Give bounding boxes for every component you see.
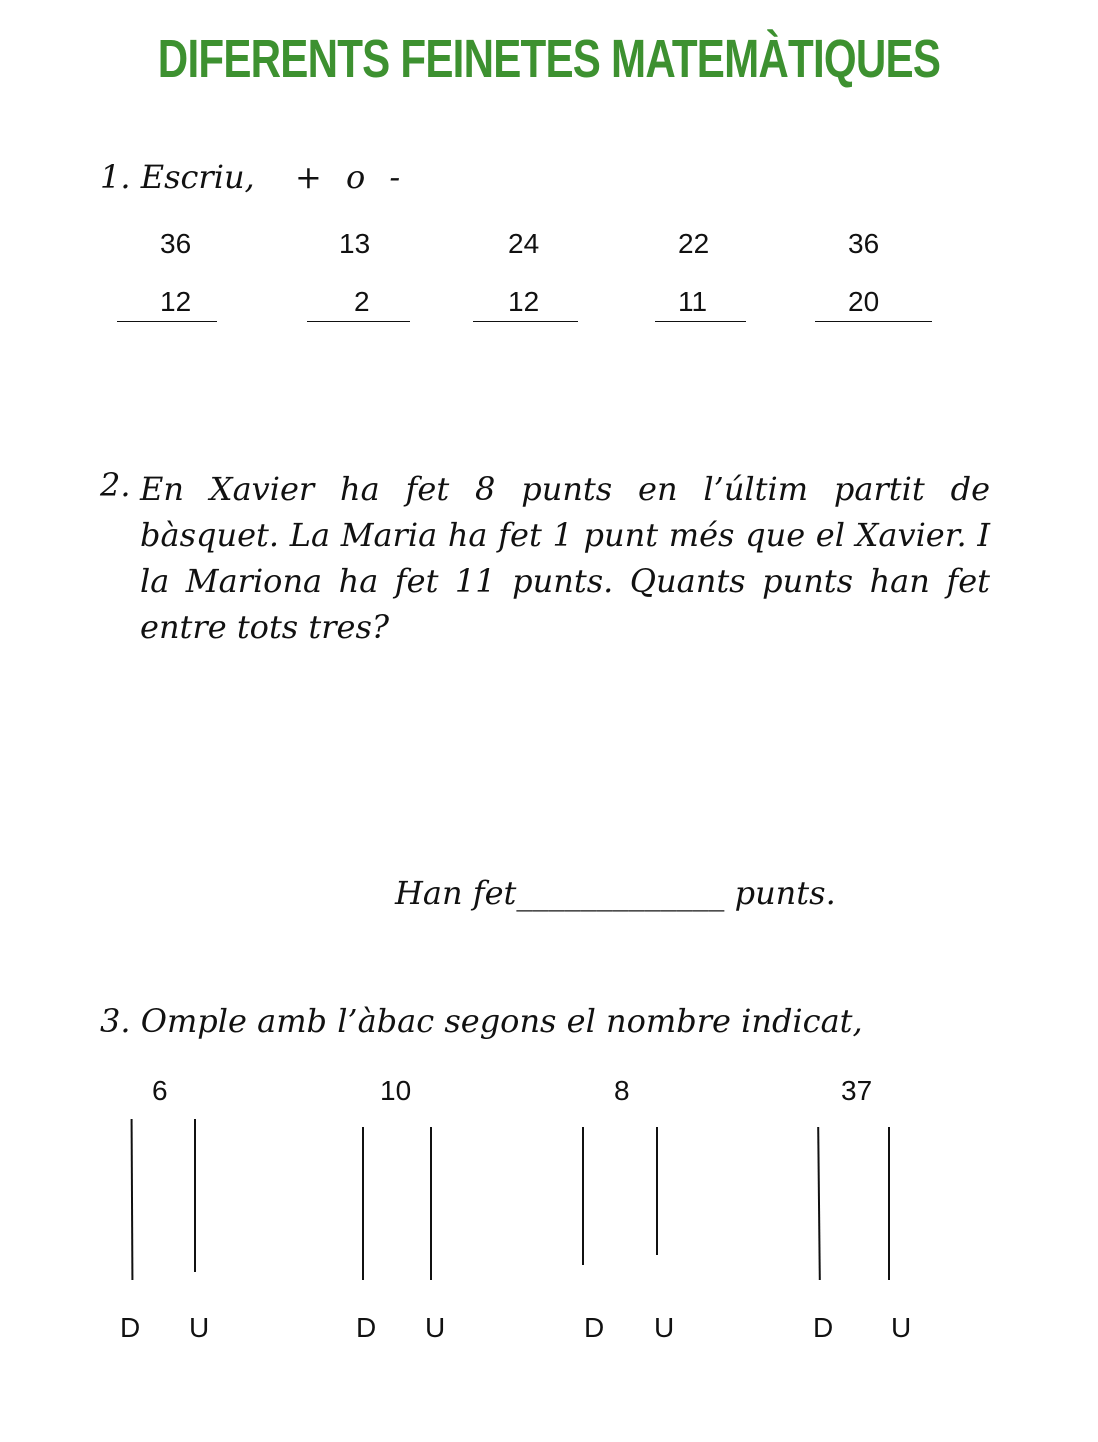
abacus-3-tens-rod[interactable] <box>582 1127 584 1265</box>
abacus-1-number: 6 <box>152 1075 168 1106</box>
sum-1-top: 36 <box>160 228 192 259</box>
abacus-2-units-label: U <box>425 1312 446 1343</box>
sum-3-bottom: 12 <box>508 286 540 317</box>
abacus-4-tens-rod[interactable] <box>817 1127 821 1280</box>
abacus-3-units-rod[interactable] <box>656 1127 658 1255</box>
abacus-3-tens-label: D <box>584 1312 605 1343</box>
abacus-4-number: 37 <box>841 1075 873 1106</box>
abacus-2-tens-rod[interactable] <box>362 1127 364 1280</box>
sum-2-top: 13 <box>339 228 371 259</box>
abacus-4-units-label: U <box>891 1312 912 1343</box>
abacus-1-tens-label: D <box>120 1312 141 1343</box>
abacus-4-tens-label: D <box>813 1312 834 1343</box>
sum-5-top: 36 <box>848 228 880 259</box>
question-2-text: En Xavier ha fet 8 punts en l’últim partit de bàsquet. La Maria ha fet 1 punt més que el Xavier. I la Mariona ha fet 11 punts. Quants punts han fet entre tots tres? <box>140 470 990 646</box>
operator-options: + o - <box>295 158 401 196</box>
abacus-2-number: 10 <box>380 1075 412 1106</box>
sum-4-bottom: 11 <box>678 286 708 317</box>
abacus-4-units-rod[interactable] <box>888 1127 890 1280</box>
abacus-3-units-label: U <box>654 1312 675 1343</box>
abacus-1-units-label: U <box>189 1312 210 1343</box>
question-2-number: 2. <box>100 466 131 504</box>
sum-5-answer-line[interactable] <box>815 321 932 322</box>
sum-2-bottom: 2 <box>354 286 370 317</box>
page-title: DIFERENTS FEINETES MATEMÀTIQUES <box>157 29 941 89</box>
sum-3-top: 24 <box>508 228 540 259</box>
question-3-label: 3. Omple amb l’àbac segons el nombre indicat, <box>100 1002 863 1040</box>
sum-2-answer-line[interactable] <box>307 321 410 322</box>
sum-4-top: 22 <box>678 228 710 259</box>
sum-5-bottom: 20 <box>848 286 880 317</box>
sum-1-bottom: 12 <box>160 286 192 317</box>
question-2-answer-line[interactable]: Han fet_____________ punts. <box>395 874 836 912</box>
abacus-3-number: 8 <box>614 1075 630 1106</box>
sum-3-answer-line[interactable] <box>473 321 578 322</box>
sum-1-answer-line[interactable] <box>117 321 217 322</box>
abacus-1-tens-rod[interactable] <box>131 1119 134 1280</box>
abacus-2-tens-label: D <box>356 1312 377 1343</box>
sum-4-answer-line[interactable] <box>655 321 746 322</box>
abacus-1-units-rod[interactable] <box>194 1119 196 1272</box>
abacus-2-units-rod[interactable] <box>430 1127 432 1280</box>
question-1-label: 1. Escriu, <box>100 158 255 196</box>
